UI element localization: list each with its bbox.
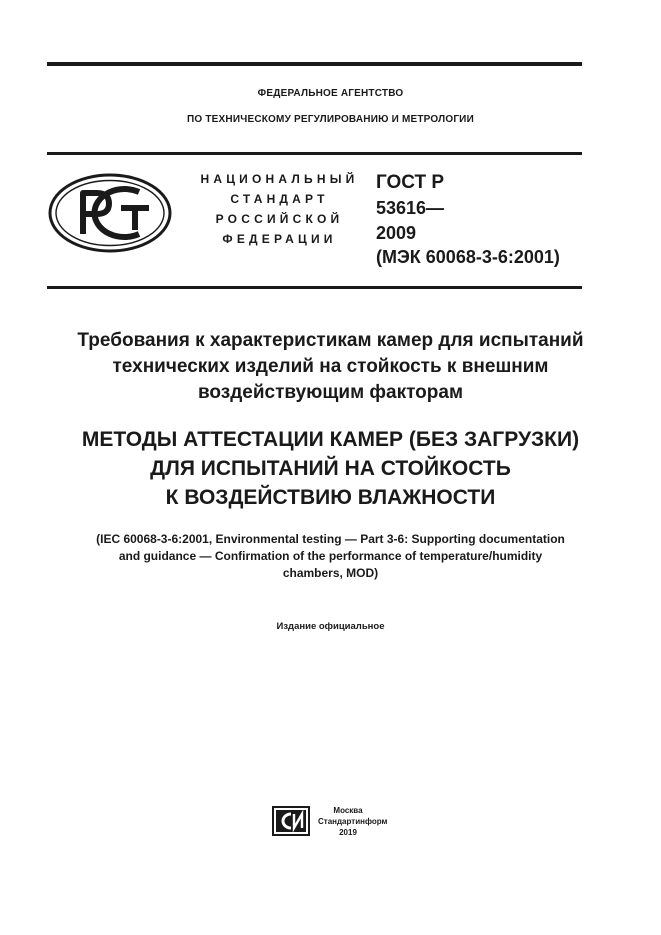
standartinform-logo-icon <box>272 806 310 836</box>
publication-year: 2019 <box>339 828 357 837</box>
document-title-english <box>0 531 661 582</box>
standard-designation: ГОСТ Р <box>376 172 445 193</box>
title-rule <box>47 286 582 289</box>
document-title-general <box>0 328 661 406</box>
title-english-line: and guidance — Confirmation of the performance of temperature/humidity <box>118 549 543 563</box>
document-title-main <box>0 425 661 512</box>
title-general-line: воздействующим факторам <box>197 382 464 403</box>
agency-name-line2: ПО ТЕХНИЧЕСКОМУ РЕГУЛИРОВАНИЮ И МЕТРОЛОГИИ <box>187 114 474 125</box>
title-general-line: технических изделий на стойкость к внешним <box>112 356 549 377</box>
title-main-line: К ВОЗДЕЙСТВИЮ ВЛАЖНОСТИ <box>165 486 496 509</box>
standard-type-line2: СТАНДАРТ <box>230 192 329 206</box>
title-main-line: ДЛЯ ИСПЫТАНИЙ НА СТОЙКОСТЬ <box>150 457 511 480</box>
title-general-line: Требования к характеристикам камер для испытаний <box>77 330 584 351</box>
iec-reference: (МЭК 60068-3-6:2001) <box>376 247 560 267</box>
rst-certification-emblem-icon <box>47 172 173 254</box>
publisher-name: Стандартинформ <box>318 817 388 826</box>
title-english-line: chambers, MOD) <box>282 566 379 580</box>
standard-type-line4: ФЕДЕРАЦИИ <box>222 232 337 246</box>
publisher-city: Москва <box>333 806 363 815</box>
standard-number: 53616— <box>376 198 445 218</box>
standard-type-line3: РОССИЙСКОЙ <box>215 212 344 226</box>
title-english-line: (IEC 60068-3-6:2001, Environmental testing — Part 3-6: Supporting documentation <box>96 532 565 546</box>
standard-year: 2009 <box>376 223 417 243</box>
agency-name-line1: ФЕДЕРАЛЬНОЕ АГЕНТСТВО <box>257 88 404 99</box>
publisher-block <box>318 805 388 838</box>
top-rule <box>47 62 582 66</box>
standard-type-line1: НАЦИОНАЛЬНЫЙ <box>200 172 359 186</box>
title-main-line: МЕТОДЫ АТТЕСТАЦИИ КАМЕР (БЕЗ ЗАГРУЗКИ) <box>81 428 580 451</box>
edition-label: Издание официальное <box>276 621 385 632</box>
header-rule <box>47 152 582 155</box>
